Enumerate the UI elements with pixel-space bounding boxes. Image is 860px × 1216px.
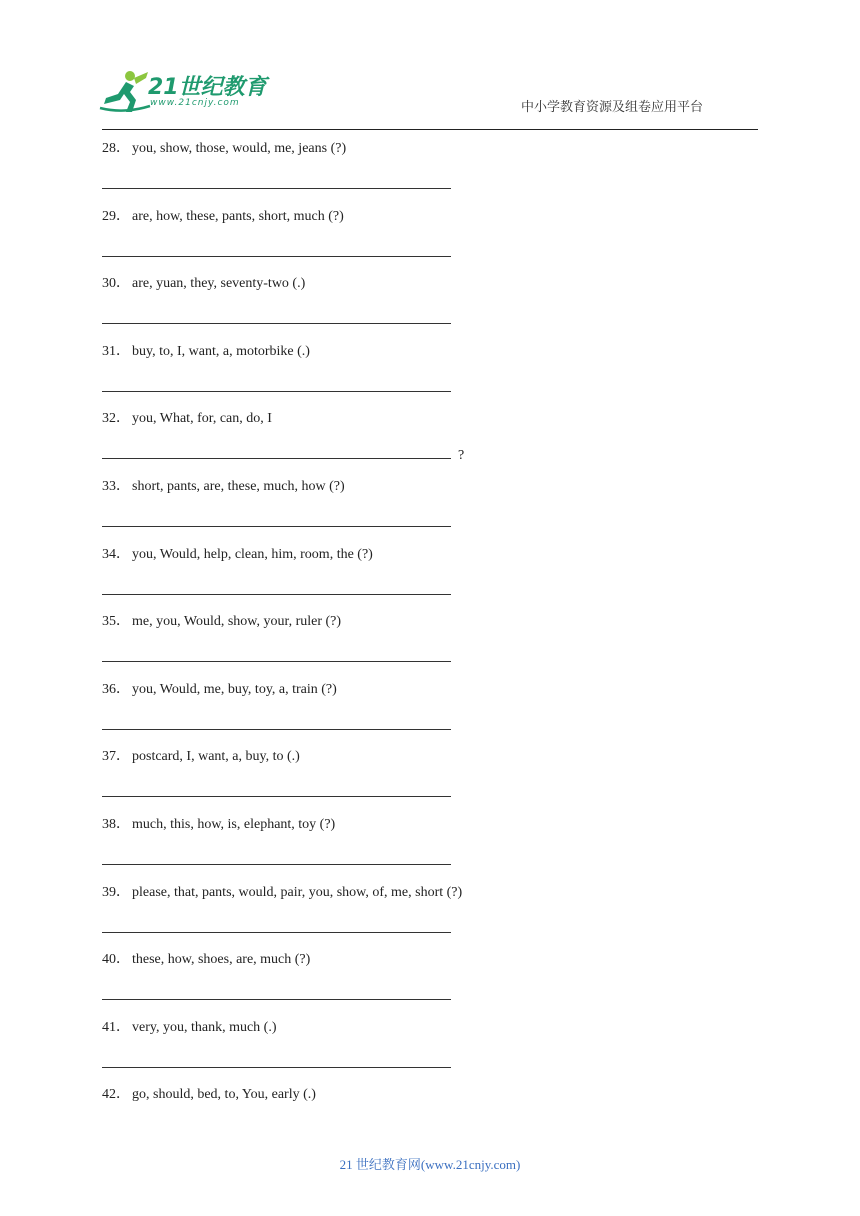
question-words: you, show, those, would, me, jeans (?) (132, 141, 347, 156)
question-number: 36． (102, 681, 130, 697)
question-number: 42． (102, 1087, 130, 1103)
brand-name: 21世纪教育 (148, 75, 267, 100)
question-number: 40． (102, 952, 130, 968)
answer-blank[interactable] (102, 458, 451, 459)
answer-blank[interactable] (102, 256, 451, 257)
question-number: 37． (102, 749, 130, 765)
page-header (0, 0, 860, 132)
question-prompt (102, 950, 310, 970)
question-prompt (102, 883, 462, 903)
question-prompt (102, 545, 373, 565)
question-words: you, What, for, can, do, I (132, 411, 272, 427)
question-number: 29． (102, 208, 130, 224)
answer-blank[interactable] (102, 999, 451, 1000)
question-words: are, how, these, pants, short, much (?) (132, 208, 344, 224)
question-item (102, 815, 762, 883)
question-number: 33． (102, 478, 130, 494)
question-prompt (102, 274, 305, 294)
question-item (102, 747, 762, 815)
header-divider (102, 129, 758, 130)
question-item (102, 139, 762, 207)
answer-blank[interactable] (102, 729, 451, 730)
brand-logo (96, 68, 266, 116)
question-number: 28． (102, 141, 130, 156)
question-item (102, 207, 762, 275)
question-list (102, 139, 762, 1153)
answer-blank[interactable] (102, 391, 451, 392)
question-prompt (102, 207, 344, 227)
question-item (102, 342, 762, 410)
answer-blank[interactable] (102, 526, 451, 527)
answer-blank[interactable] (102, 323, 451, 324)
question-words: these, how, shoes, are, much (?) (132, 952, 311, 968)
question-item (102, 1018, 762, 1086)
question-number: 30． (102, 276, 130, 292)
question-words: postcard, I, want, a, buy, to (.) (132, 749, 300, 765)
question-number: 31． (102, 343, 130, 359)
answer-blank[interactable] (102, 661, 451, 662)
answer-blank[interactable] (102, 594, 451, 595)
answer-blank[interactable] (102, 188, 451, 189)
question-prompt (102, 612, 341, 632)
question-item (102, 680, 762, 748)
question-words: you, Would, help, clean, him, room, the (?) (132, 546, 373, 562)
question-item (102, 409, 762, 477)
answer-blank[interactable] (102, 932, 451, 933)
platform-name: 中小学教育资源及组卷应用平台 (521, 100, 704, 115)
question-number: 41． (102, 1019, 130, 1035)
question-words: short, pants, are, these, much, how (?) (132, 478, 345, 494)
question-prompt (102, 1085, 316, 1105)
answer-punctuation: ? (458, 448, 465, 464)
page-footer: 21 世纪教育网(www.21cnjy.com) (339, 1157, 521, 1172)
question-item (102, 274, 762, 342)
question-prompt (102, 139, 346, 159)
question-item (102, 545, 762, 613)
question-prompt (102, 1018, 277, 1038)
question-item (102, 1085, 762, 1153)
answer-blank[interactable] (102, 1067, 451, 1068)
question-item (102, 950, 762, 1018)
question-prompt (102, 409, 272, 429)
question-number: 32． (102, 411, 130, 427)
question-number: 39． (102, 884, 130, 900)
question-number: 34． (102, 546, 130, 562)
brand-domain: www.21cnjy.com (150, 98, 240, 108)
question-words: you, Would, me, buy, toy, a, train (?) (132, 681, 337, 697)
question-item (102, 612, 762, 680)
question-words: please, that, pants, would, pair, you, show, of, me, short (?) (132, 884, 463, 900)
question-words: very, you, thank, much (.) (132, 1019, 277, 1035)
question-prompt (102, 747, 300, 767)
runner-logo-icon (96, 68, 152, 116)
question-words: me, you, Would, show, your, ruler (?) (132, 614, 342, 630)
question-prompt (102, 815, 335, 835)
answer-blank[interactable] (102, 864, 451, 865)
question-words: are, yuan, they, seventy-two (.) (132, 276, 306, 292)
question-item (102, 477, 762, 545)
question-words: buy, to, I, want, a, motorbike (.) (132, 343, 310, 359)
question-item (102, 883, 762, 951)
question-prompt (102, 680, 337, 700)
question-prompt (102, 477, 345, 497)
question-number: 35． (102, 614, 130, 630)
question-prompt (102, 342, 310, 362)
question-words: much, this, how, is, elephant, toy (?) (132, 816, 336, 832)
question-words: go, should, bed, to, You, early (.) (132, 1087, 316, 1103)
answer-blank[interactable] (102, 796, 451, 797)
question-number: 38． (102, 816, 130, 832)
